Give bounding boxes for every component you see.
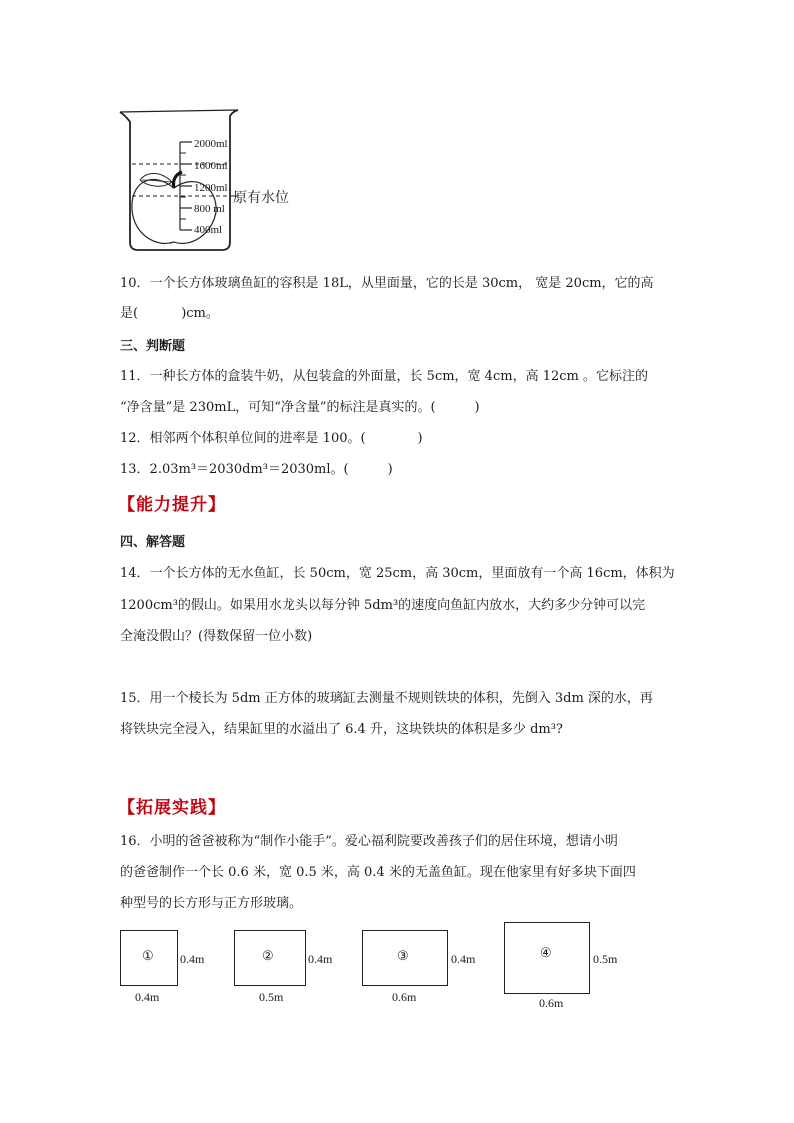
glass-piece-1-number: ① <box>142 949 154 964</box>
q11-line-2: “净含量”是 230mL，可知“净含量”的标注是真实的。( ) <box>120 400 480 415</box>
q16-line-3: 种型号的长方形与正方形玻璃。 <box>120 896 303 911</box>
glass-piece-2-number: ② <box>262 949 274 964</box>
glass-piece-4-number: ④ <box>540 946 552 961</box>
section-3-title: 三、判断题 <box>120 339 186 354</box>
glass-piece-1-height: 0.4m <box>180 952 205 966</box>
glass-piece-1-width: 0.4m <box>135 990 160 1004</box>
glass-piece-4-width: 0.6m <box>539 996 564 1010</box>
q10-line-2: 是( )cm。 <box>120 306 219 321</box>
water-level-label: 原有水位 <box>233 190 289 206</box>
glass-piece-4-height: 0.5m <box>593 952 618 966</box>
beaker-tick-1200: 1200ml <box>194 182 228 194</box>
q15-line-1: 15．用一个棱长为 5dm 正方体的玻璃缸去测量不规则铁块的体积，先倒入 3dm 深的水，再 <box>120 691 653 706</box>
q16-line-1: 16．小明的爸爸被称为“制作小能手”。爱心福利院要改善孩子们的居住环境，想请小明 <box>120 834 618 849</box>
q14-line-2: 1200cm³的假山。如果用水龙头以每分钟 5dm³的速度向鱼缸内放水，大约多少分钟可以完 <box>120 598 646 613</box>
extension-heading: 【拓展实践】 <box>118 798 226 818</box>
beaker-tick-400: 400ml <box>194 224 223 236</box>
section-4-title: 四、解答题 <box>120 535 186 550</box>
beaker-tick-800: 800 ml <box>194 203 225 215</box>
glass-piece-2-width: 0.5m <box>259 990 284 1004</box>
q15-line-2: 将铁块完全浸入，结果缸里的水溢出了 6.4 升，这块铁块的体积是多少 dm³? <box>120 722 563 737</box>
glass-piece-3-number: ③ <box>397 949 409 964</box>
q14-line-1: 14．一个长方体的无水鱼缸，长 50cm，宽 25cm，高 30cm，里面放有一个高 16cm，体积为 <box>120 566 675 581</box>
glass-piece-3-width: 0.6m <box>392 990 417 1004</box>
q14-line-3: 全淹没假山？(得数保留一位小数) <box>120 629 313 644</box>
q12-line-1: 12．相邻两个体积单位间的进率是 100。( ) <box>120 431 423 446</box>
q11-line-1: 11．一种长方体的盒装牛奶，从包装盒的外面量，长 5cm，宽 4cm，高 12cm 。它标注的 <box>120 369 648 384</box>
ability-heading: 【能力提升】 <box>118 495 226 515</box>
q16-line-2: 的爸爸制作一个长 0.6 米，宽 0.5 米，高 0.4 米的无盖鱼缸。现在他家里有好多块下面四 <box>120 865 636 880</box>
q13-line-1: 13．2.03m³＝2030dm³＝2030ml。( ) <box>120 462 393 477</box>
beaker-tick-1600: 1600ml <box>194 160 228 172</box>
beaker-figure <box>112 100 312 260</box>
beaker-tick-2000: 2000ml <box>194 138 228 150</box>
glass-piece-2-height: 0.4m <box>308 952 333 966</box>
glass-piece-3-height: 0.4m <box>451 952 476 966</box>
q10-line-1: 10．一个长方体玻璃鱼缸的容积是 18L，从里面量，它的长是 30cm， 宽是 20cm，它的高 <box>120 276 654 291</box>
